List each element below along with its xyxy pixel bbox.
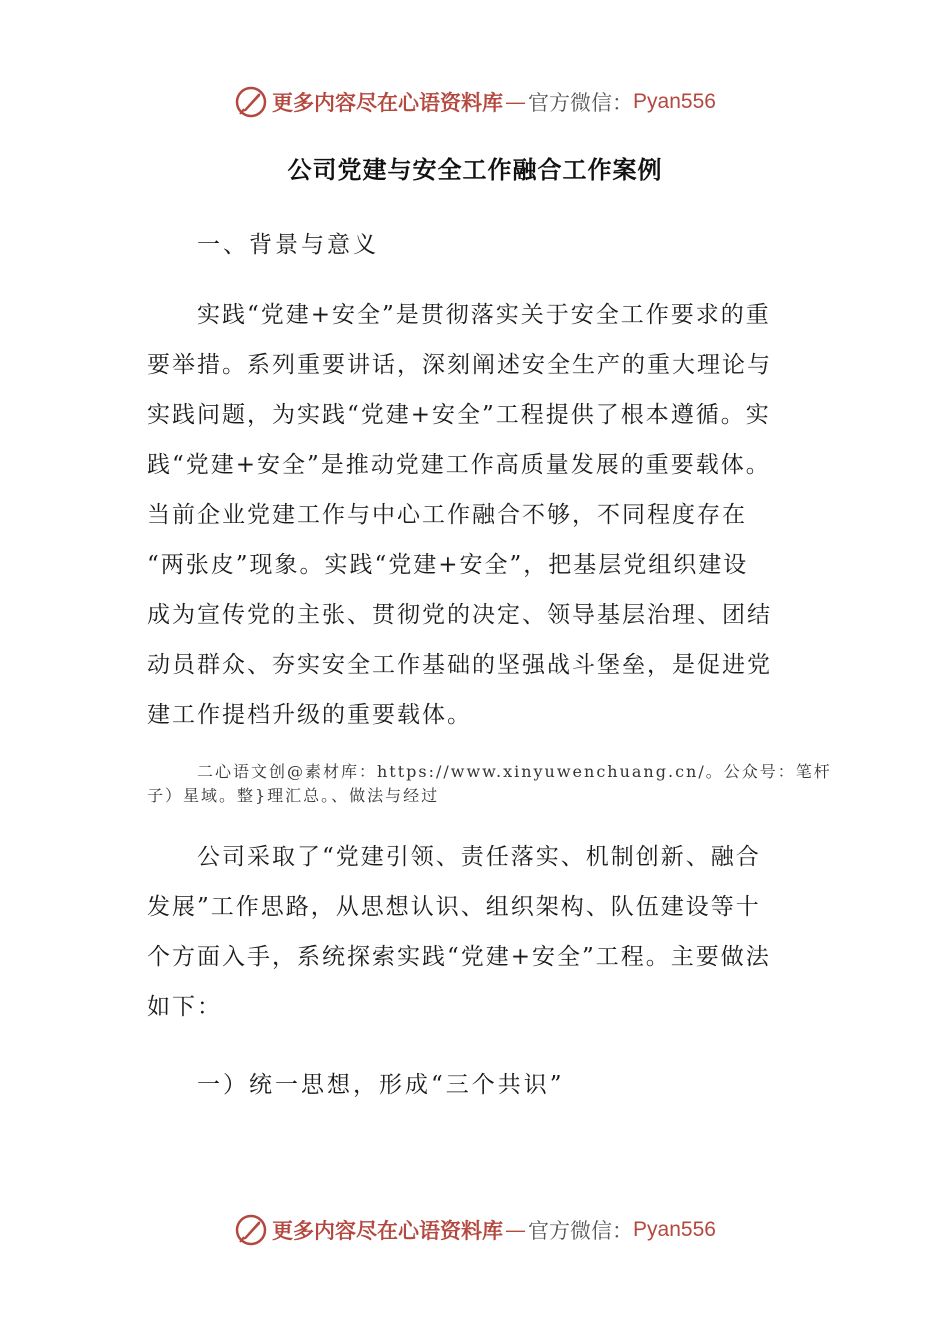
- note-line: 子）星域。整}理汇总。、做法与经过: [147, 786, 440, 805]
- paragraph-line: 发展”工作思路，从思想认识、组织架构、队伍建设等十: [147, 894, 761, 920]
- watermark-site-text: 更多内容尽在心语资料库: [272, 1218, 504, 1243]
- paragraph-line: 实践“党建+安全”是贯彻落实关于安全工作要求的重: [197, 302, 771, 328]
- section-heading-background: 一、背景与意义: [197, 232, 379, 258]
- paragraph-line: 个方面入手，系统探索实践“党建+安全”工程。主要做法: [147, 944, 771, 970]
- quill-logo-icon: [234, 85, 268, 119]
- paragraph-approach: [147, 832, 803, 1032]
- quill-logo-icon: [234, 1213, 268, 1247]
- watermark-wechat-id: Pyan556: [633, 90, 716, 113]
- watermark-wechat-id: Pyan556: [633, 1218, 716, 1241]
- document-title: 公司党建与安全工作融合工作案例: [287, 155, 663, 184]
- paragraph-background: [147, 290, 803, 740]
- paragraph-line: 建工作提档升级的重要载体。: [147, 702, 472, 728]
- source-note: [147, 760, 832, 808]
- watermark-separator: —: [505, 90, 527, 114]
- paragraph-line: 当前企业党建工作与中心工作融合不够，不同程度存在: [147, 502, 747, 528]
- watermark-separator: —: [505, 1218, 527, 1242]
- paragraph-line: 要举措。系列重要讲话，深刻阐述安全生产的重大理论与: [147, 352, 772, 378]
- paragraph-line: 践“党建+安全”是推动党建工作高质量发展的重要载体。: [147, 452, 771, 478]
- watermark-banner-bottom: [0, 1210, 950, 1250]
- watermark-site-text: 更多内容尽在心语资料库: [272, 90, 504, 115]
- note-line: 二心语文创@素材库：https://www.xinyuwenchuang.cn/。公众号：笔杆: [197, 762, 832, 781]
- paragraph-line: 成为宣传党的主张、贯彻党的决定、领导基层治理、团结: [147, 602, 772, 628]
- paragraph-line: 公司采取了“党建引领、责任落实、机制创新、融合: [197, 844, 761, 870]
- watermark-wechat-label: 官方微信：: [528, 91, 634, 115]
- paragraph-line: “两张皮”现象。实践“党建+安全”，把基层党组织建设: [147, 552, 749, 578]
- paragraph-line: 动员群众、夯实安全工作基础的坚强战斗堡垒，是促进党: [147, 652, 772, 678]
- paragraph-line: 如下：: [147, 994, 222, 1020]
- watermark-wechat-label: 官方微信：: [528, 1219, 634, 1243]
- subheading-consensus: 一）统一思想，形成“三个共识”: [197, 1072, 565, 1098]
- watermark-banner-top: [0, 82, 950, 122]
- paragraph-line: 实践问题，为实践“党建+安全”工程提供了根本遵循。实: [147, 402, 771, 428]
